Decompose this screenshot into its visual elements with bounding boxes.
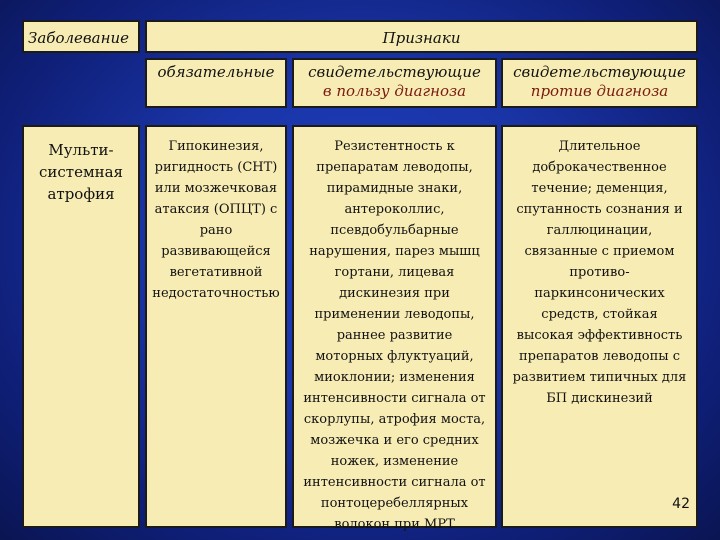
for-line: понтоцеребеллярных	[320, 496, 469, 511]
for-line: гортани, лицевая	[334, 265, 455, 280]
for-line: интенсивности сигнала от	[303, 391, 486, 406]
against-line: высокая эффективность	[516, 328, 683, 343]
subheader-against-line2: против диагноза	[530, 82, 669, 100]
subheader-against-cell	[501, 58, 698, 108]
for-line: Резистентность к	[334, 139, 455, 154]
mandatory-line: Гипокинезия,	[168, 139, 264, 154]
signs-for-cell	[292, 125, 497, 532]
against-line: паркинсонических	[534, 286, 665, 301]
page-number: 42	[672, 496, 690, 512]
for-line: моторных флуктуаций,	[315, 349, 474, 364]
for-line: пирамидные знаки,	[326, 181, 463, 196]
subheader-mandatory: обязательные	[157, 63, 275, 81]
signs-against-cell	[501, 125, 698, 528]
for-line: волокон при МРТ	[334, 517, 455, 532]
disease-name-cell	[22, 125, 140, 528]
header-disease: Заболевание	[28, 29, 129, 47]
mandatory-line: ригидность (СНТ)	[154, 160, 278, 175]
against-line: развитием типичных для	[512, 370, 687, 385]
against-line: противо-	[569, 265, 630, 280]
subheader-against-line1: свидетельствующие	[513, 63, 686, 81]
against-line: Длительное	[558, 139, 641, 154]
for-line: антероколлис,	[344, 202, 445, 217]
against-line: средств, стойкая	[541, 307, 658, 322]
for-line: применении леводопы,	[314, 307, 475, 322]
disease-name-line: системная	[38, 163, 124, 181]
mandatory-line: развивающейся	[161, 244, 271, 259]
mandatory-signs-cell	[145, 125, 287, 528]
for-line: дискинезия при	[339, 286, 450, 301]
for-line: скорлупы, атрофия моста,	[303, 412, 486, 427]
for-line: препаратам леводопы,	[316, 160, 473, 175]
for-line: ножек, изменение	[330, 454, 459, 469]
against-line: препаратов леводопы с	[519, 349, 680, 364]
against-line: спутанность сознания и	[516, 202, 683, 217]
mandatory-line: рано	[199, 223, 233, 238]
for-line: мозжечка и его средних	[310, 433, 479, 448]
against-line: БП дискинезий	[546, 391, 653, 406]
mandatory-line: или мозжечковая	[154, 181, 278, 196]
disease-name-line: Мульти-	[48, 141, 114, 159]
for-line: псевдобульбарные	[330, 223, 459, 238]
subheader-for-line1: свидетельствующие	[308, 63, 481, 81]
against-line: течение; деменция,	[531, 181, 668, 196]
header-signs: Признаки	[382, 29, 461, 47]
header-signs-cell	[145, 20, 698, 53]
for-line: нарушения, парез мышц	[309, 244, 480, 259]
for-line: миоклонии; изменения	[314, 370, 475, 385]
against-line: связанные с приемом	[524, 244, 675, 259]
mandatory-line: вегетативной	[169, 265, 263, 280]
against-line: галлюцинации,	[546, 223, 653, 238]
for-line: раннее развитие	[336, 328, 453, 343]
disease-name-line: атрофия	[47, 185, 115, 203]
for-line: интенсивности сигнала от	[303, 475, 486, 490]
subheader-for-line2: в пользу диагноза	[322, 82, 467, 100]
against-line: доброкачественное	[532, 160, 667, 175]
header-disease-cell	[22, 20, 140, 53]
mandatory-line: недостаточностью	[152, 286, 280, 301]
mandatory-line: атаксия (ОПЦТ) с	[154, 202, 278, 217]
subheader-for-cell	[292, 58, 497, 108]
subheader-mandatory-cell	[145, 58, 287, 108]
